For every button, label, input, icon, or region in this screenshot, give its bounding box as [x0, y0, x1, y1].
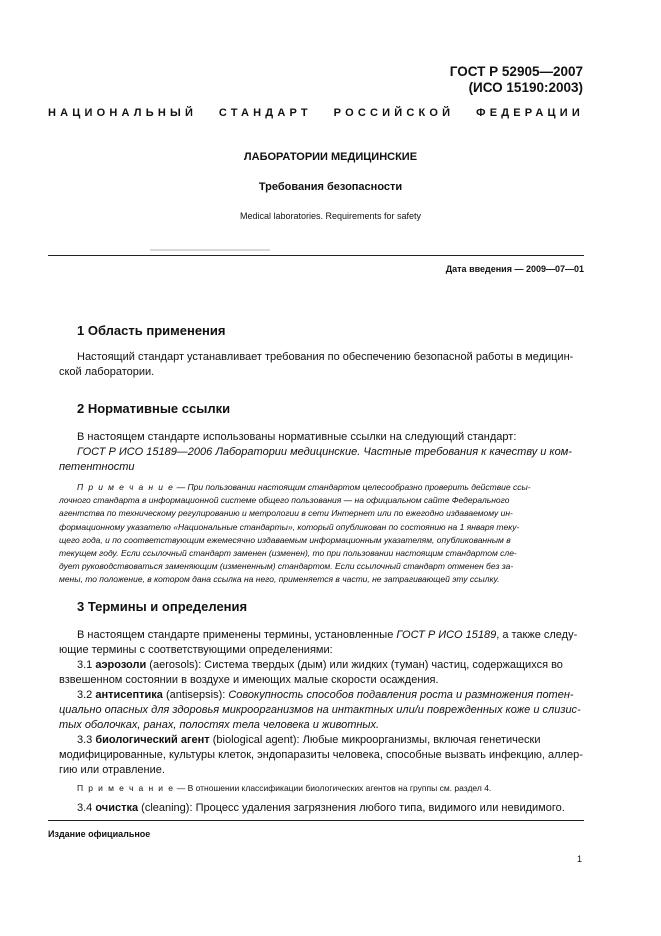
term-definition: модифицированные, культуры клеток, эндопаразиты человека, способные вызвать инфекцию, аллер-	[59, 749, 583, 761]
note-label: П р и м е ч а н и е	[77, 482, 175, 492]
term-definition: (cleaning): Процесс удаления загрязнения любого типа, видимого или невидимого.	[138, 802, 565, 814]
document-subtitle: Требования безопасности	[258, 181, 403, 193]
term-definition: гию или отравление.	[59, 764, 165, 776]
note-line: — При пользовании настоящим стандартом целесообразно проверить действие ссы-	[174, 482, 531, 492]
page-number: 1	[577, 854, 583, 864]
note-line: формационному указателю «Национальные стандарты», который опубликован по состоянию на 1 января теку-	[59, 521, 520, 532]
section-1-paragraph	[59, 350, 583, 380]
iso-number: (ИСО 15190:2003)	[468, 80, 583, 95]
reference-line: ГОСТ Р ИСО 15189—2006 Лаборатории медицинские. Частные требования к качеству и ком-	[77, 446, 572, 458]
paragraph-line: Настоящий стандарт устанавливает требования по обеспечению безопасной работы в медицин-	[77, 351, 574, 363]
section-3-intro	[59, 628, 583, 658]
term-definition: взвешенном состоянии в воздухе и имеющих малые скорости осаждения.	[59, 674, 439, 686]
english-title: Medical laboratories. Requirements for safety	[239, 211, 422, 221]
section-2-note	[59, 481, 583, 587]
term-definition: (aerosols): Система твердых (дым) или жидких (туман) частиц, содержащихся во	[146, 659, 563, 671]
section-1-heading: 1 Область применения	[77, 323, 226, 338]
introduction-date: Дата введения — 2009—07—01	[445, 264, 584, 274]
note-line: щего года, и по соответствующим ежемесячно издаваемым информационным указателям, опубликованным в	[59, 534, 511, 545]
term-name: биологический агент	[95, 734, 210, 746]
note-line: агентства по техническому регулированию и метрологии в сети Интернет или по ежегодно издаваемому ин-	[59, 508, 513, 519]
term-3-4	[59, 801, 583, 816]
section-2-heading: 2 Нормативные ссылки	[77, 401, 231, 416]
term-3-3	[59, 733, 583, 778]
term-name: антисептика	[95, 689, 163, 701]
term-definition: (biological agent): Любые микроорганизмы, включая генетически	[209, 734, 541, 746]
banner-word: РОССИЙСКОЙ	[333, 107, 455, 119]
section-2-paragraph	[59, 430, 583, 475]
paragraph-line: В настоящем стандарте использованы нормативные ссылки на следующий стандарт:	[77, 431, 517, 443]
term-definition: тых оболочках, ранах, полостях тела человека и животных.	[59, 719, 380, 731]
note-line: текущем году. Если ссылочный стандарт заменен (изменен), то при пользовании настоящим стандартом сле-	[59, 548, 517, 559]
banner-word: ФЕДЕРАЦИИ	[476, 107, 584, 119]
note-label: П р и м е ч а н и е	[77, 783, 175, 793]
term-name: очистка	[95, 802, 139, 814]
footer-divider	[48, 820, 584, 821]
gost-number: ГОСТ Р 52905—2007	[449, 64, 583, 79]
standard-designation	[450, 64, 583, 96]
note-line: — В отношении классификации биологических агентов на группы см. раздел 4.	[174, 783, 492, 793]
term-3-1	[59, 658, 583, 688]
term-number: 3.1	[77, 659, 96, 671]
note-line: лочного стандарта в информационной системе общего пользования — на официальном сайте Федерального	[59, 495, 510, 506]
term-number: 3.3	[77, 734, 96, 746]
document-title: ЛАБОРАТОРИИ МЕДИЦИНСКИЕ	[243, 151, 418, 163]
title-divider	[48, 255, 584, 256]
banner-word: НАЦИОНАЛЬНЫЙ	[48, 107, 198, 119]
term-number: 3.4	[77, 802, 96, 814]
note-line: дует руководствоваться заменяющим (измененным) стандартом. Если ссылочный стандарт отменен без за-	[59, 561, 514, 572]
paragraph-line: ской лаборатории.	[59, 366, 155, 378]
intro-text: , а также следу-	[496, 629, 578, 641]
faint-mark	[150, 249, 270, 251]
note-line: мены, то положение, в котором дана ссылка на него, применяется в части, не затрагивающей эту ссылку.	[59, 574, 500, 585]
term-definition: циально опасных для здоровья микроорганизмов на интактных или/и поврежденных коже и слизис-	[59, 704, 581, 716]
section-3-note	[59, 782, 583, 795]
national-standard-banner	[48, 107, 584, 119]
term-name: аэрозоли	[95, 659, 147, 671]
banner-word: СТАНДАРТ	[218, 107, 312, 119]
intro-text: ющие термины с соответствующими определениями:	[59, 644, 333, 656]
intro-text: В настоящем стандарте применены термины, установленные	[77, 629, 397, 641]
section-3-heading: 3 Термины и определения	[77, 599, 248, 614]
term-definition: Совокупность способов подавления роста и размножения потен-	[228, 689, 574, 701]
term-number: 3.2	[77, 689, 96, 701]
term-english: (antisepsis):	[162, 689, 229, 701]
term-3-2	[59, 688, 583, 733]
official-edition-label: Издание официальное	[48, 829, 151, 839]
intro-reference: ГОСТ Р ИСО 15189	[396, 629, 497, 641]
reference-line: петентности	[59, 461, 135, 473]
